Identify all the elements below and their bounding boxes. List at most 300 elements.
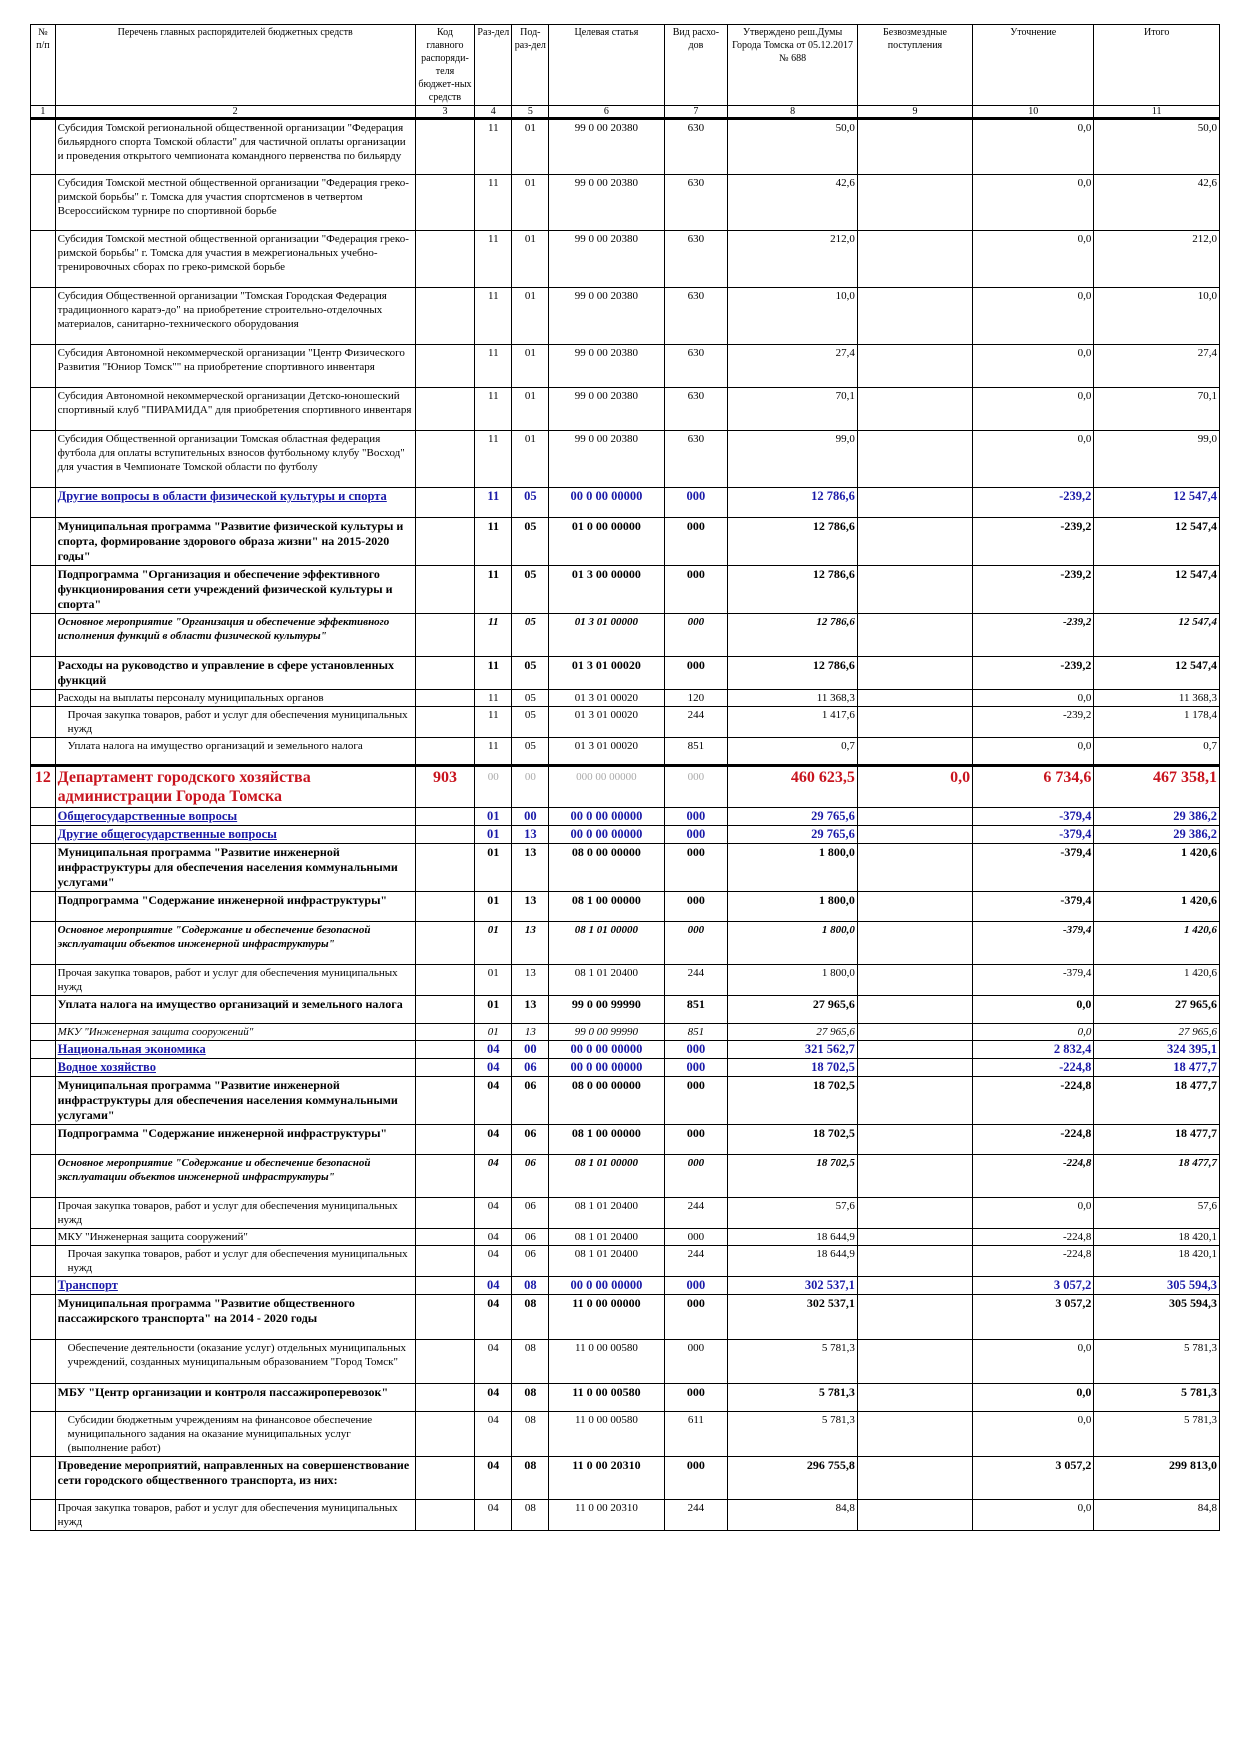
row-name: Субсидия Общественной организации "Томская Городская Федерация традиционного каратэ-до" на приобретение строительно-отделочных материалов, санитарно-технического оборудования <box>55 288 415 345</box>
row-section: 04 <box>475 1246 512 1277</box>
row-target-article: 00 0 00 00000 <box>549 1059 664 1077</box>
row-number <box>31 892 56 922</box>
table-row <box>31 175 1220 231</box>
row-target-article: 99 0 00 99990 <box>549 1024 664 1041</box>
row-total: 29 386,2 <box>1094 826 1220 844</box>
table-row <box>31 1246 1220 1277</box>
row-subsection: 05 <box>512 738 549 766</box>
row-approved: 18 702,5 <box>728 1077 858 1125</box>
row-gratuitous <box>857 922 972 965</box>
row-total: 27 965,6 <box>1094 996 1220 1024</box>
row-section: 01 <box>475 826 512 844</box>
row-name: Подпрограмма "Организация и обеспечение эффективного функционирования сети учреждений физической культуры и спорта" <box>55 566 415 614</box>
row-number <box>31 1384 56 1412</box>
row-name: Прочая закупка товаров, работ и услуг для обеспечения муниципальных нужд <box>55 707 415 738</box>
row-number <box>31 826 56 844</box>
table-row <box>31 1500 1220 1531</box>
row-section: 11 <box>475 175 512 231</box>
header-expense-type: Вид расхо-дов <box>664 25 728 106</box>
table-row <box>31 1457 1220 1500</box>
row-gratuitous <box>857 1412 972 1457</box>
row-section: 11 <box>475 488 512 518</box>
table-row <box>31 1412 1220 1457</box>
row-expense-type: 630 <box>664 388 728 431</box>
row-expense-type: 000 <box>664 1340 728 1384</box>
row-expense-type: 000 <box>664 1155 728 1198</box>
row-clarification: -239,2 <box>973 707 1094 738</box>
row-admin-code <box>415 488 475 518</box>
row-approved: 1 800,0 <box>728 844 858 892</box>
row-total: 305 594,3 <box>1094 1295 1220 1340</box>
row-approved: 12 786,6 <box>728 614 858 657</box>
row-expense-type: 000 <box>664 1229 728 1246</box>
row-name: Основное мероприятие "Содержание и обеспечение безопасной эксплуатации объектов инженерной инфраструктуры" <box>55 922 415 965</box>
row-target-article: 01 3 01 00020 <box>549 738 664 766</box>
row-target-article: 08 1 01 20400 <box>549 1198 664 1229</box>
row-name: Прочая закупка товаров, работ и услуг для обеспечения муниципальных нужд <box>55 1198 415 1229</box>
row-section: 11 <box>475 690 512 707</box>
row-expense-type: 000 <box>664 844 728 892</box>
row-section: 04 <box>475 1059 512 1077</box>
row-expense-type: 851 <box>664 996 728 1024</box>
row-name: Прочая закупка товаров, работ и услуг для обеспечения муниципальных нужд <box>55 1500 415 1531</box>
row-total: 5 781,3 <box>1094 1340 1220 1384</box>
row-target-article: 99 0 00 20380 <box>549 231 664 288</box>
row-gratuitous <box>857 1384 972 1412</box>
row-clarification: 3 057,2 <box>973 1457 1094 1500</box>
row-total: 57,6 <box>1094 1198 1220 1229</box>
row-expense-type: 851 <box>664 738 728 766</box>
row-section: 11 <box>475 388 512 431</box>
column-number-row <box>31 106 1220 119</box>
row-subsection: 00 <box>512 1041 549 1059</box>
row-admin-code <box>415 1295 475 1340</box>
row-name: Водное хозяйство <box>55 1059 415 1077</box>
row-gratuitous <box>857 1340 972 1384</box>
row-clarification: -224,8 <box>973 1155 1094 1198</box>
row-total: 1 420,6 <box>1094 844 1220 892</box>
table-row <box>31 1229 1220 1246</box>
table-row <box>31 1295 1220 1340</box>
row-number <box>31 1500 56 1531</box>
row-target-article: 11 0 00 20310 <box>549 1457 664 1500</box>
row-gratuitous <box>857 707 972 738</box>
row-section: 00 <box>475 766 512 808</box>
row-total: 18 420,1 <box>1094 1229 1220 1246</box>
row-target-article: 00 0 00 00000 <box>549 826 664 844</box>
row-section: 01 <box>475 1024 512 1041</box>
table-row <box>31 119 1220 175</box>
row-approved: 11 368,3 <box>728 690 858 707</box>
table-row <box>31 488 1220 518</box>
row-target-article: 08 0 00 00000 <box>549 1077 664 1125</box>
row-clarification: -379,4 <box>973 844 1094 892</box>
row-name: Общегосударственные вопросы <box>55 808 415 826</box>
row-section: 01 <box>475 922 512 965</box>
row-number <box>31 1041 56 1059</box>
row-clarification: 3 057,2 <box>973 1277 1094 1295</box>
row-number <box>31 844 56 892</box>
row-approved: 70,1 <box>728 388 858 431</box>
row-admin-code <box>415 388 475 431</box>
row-number <box>31 119 56 175</box>
row-total: 305 594,3 <box>1094 1277 1220 1295</box>
row-gratuitous <box>857 431 972 488</box>
row-gratuitous <box>857 657 972 690</box>
table-row <box>31 1041 1220 1059</box>
table-row <box>31 231 1220 288</box>
row-name: Департамент городского хозяйства администрации Города Томска <box>55 766 415 808</box>
row-section: 04 <box>475 1500 512 1531</box>
row-approved: 18 702,5 <box>728 1059 858 1077</box>
row-target-article: 00 0 00 00000 <box>549 1041 664 1059</box>
row-total: 18 477,7 <box>1094 1155 1220 1198</box>
row-clarification: -224,8 <box>973 1246 1094 1277</box>
column-number: 2 <box>55 106 415 119</box>
column-number: 6 <box>549 106 664 119</box>
row-approved: 321 562,7 <box>728 1041 858 1059</box>
row-expense-type: 000 <box>664 614 728 657</box>
row-approved: 10,0 <box>728 288 858 345</box>
row-number <box>31 1155 56 1198</box>
row-number <box>31 965 56 996</box>
row-target-article: 00 0 00 00000 <box>549 488 664 518</box>
row-clarification: 2 832,4 <box>973 1041 1094 1059</box>
table-row <box>31 707 1220 738</box>
row-target-article: 00 0 00 00000 <box>549 1277 664 1295</box>
department-row <box>31 766 1220 808</box>
row-admin-code <box>415 1198 475 1229</box>
row-expense-type: 000 <box>664 657 728 690</box>
row-section: 11 <box>475 119 512 175</box>
table-row <box>31 1340 1220 1384</box>
row-section: 04 <box>475 1384 512 1412</box>
row-approved: 57,6 <box>728 1198 858 1229</box>
row-expense-type: 000 <box>664 488 728 518</box>
row-gratuitous <box>857 1155 972 1198</box>
row-target-article: 000 00 00000 <box>549 766 664 808</box>
row-admin-code <box>415 175 475 231</box>
table-row <box>31 1198 1220 1229</box>
row-subsection: 05 <box>512 566 549 614</box>
row-name: МКУ "Инженерная защита сооружений" <box>55 1024 415 1041</box>
row-admin-code <box>415 1340 475 1384</box>
row-total: 12 547,4 <box>1094 488 1220 518</box>
row-target-article: 99 0 00 20380 <box>549 119 664 175</box>
row-section: 04 <box>475 1412 512 1457</box>
row-admin-code <box>415 690 475 707</box>
row-admin-code <box>415 1155 475 1198</box>
row-target-article: 00 0 00 00000 <box>549 808 664 826</box>
row-total: 27,4 <box>1094 345 1220 388</box>
row-subsection: 08 <box>512 1500 549 1531</box>
row-section: 04 <box>475 1295 512 1340</box>
row-admin-code <box>415 965 475 996</box>
row-expense-type: 000 <box>664 922 728 965</box>
row-subsection: 13 <box>512 826 549 844</box>
row-total: 29 386,2 <box>1094 808 1220 826</box>
row-total: 18 477,7 <box>1094 1125 1220 1155</box>
row-subsection: 01 <box>512 288 549 345</box>
row-section: 11 <box>475 431 512 488</box>
row-number <box>31 1457 56 1500</box>
row-total: 50,0 <box>1094 119 1220 175</box>
row-section: 11 <box>475 707 512 738</box>
column-number: 10 <box>973 106 1094 119</box>
row-number <box>31 1229 56 1246</box>
table-row <box>31 690 1220 707</box>
table-row <box>31 345 1220 388</box>
row-target-article: 01 3 00 00000 <box>549 566 664 614</box>
row-target-article: 01 3 01 00000 <box>549 614 664 657</box>
row-number <box>31 1277 56 1295</box>
row-gratuitous <box>857 1246 972 1277</box>
row-clarification: 0,0 <box>973 1198 1094 1229</box>
budget-table <box>30 24 1220 1531</box>
row-subsection: 08 <box>512 1412 549 1457</box>
row-total: 42,6 <box>1094 175 1220 231</box>
table-row <box>31 965 1220 996</box>
table-row <box>31 288 1220 345</box>
row-name: Подпрограмма "Содержание инженерной инфраструктуры" <box>55 892 415 922</box>
row-target-article: 08 1 01 20400 <box>549 1229 664 1246</box>
row-clarification: -239,2 <box>973 657 1094 690</box>
row-approved: 1 800,0 <box>728 922 858 965</box>
table-row <box>31 388 1220 431</box>
row-admin-code <box>415 1277 475 1295</box>
row-number <box>31 657 56 690</box>
row-number <box>31 1246 56 1277</box>
row-admin-code <box>415 1384 475 1412</box>
row-expense-type: 851 <box>664 1024 728 1041</box>
row-name: Субсидия Автономной некоммерческой организации Детско-юношеский спортивный клуб "ПИРАМИДА" для приобретения спортивного инвентаря <box>55 388 415 431</box>
row-name: Субсидия Томской местной общественной организации "Федерация греко-римской борьбы" г. Томска для участия в межрегиональных учебно-тренировочных сборах по греко-римской борьбе <box>55 231 415 288</box>
row-gratuitous <box>857 1125 972 1155</box>
row-total: 1 178,4 <box>1094 707 1220 738</box>
row-subsection: 06 <box>512 1246 549 1277</box>
row-approved: 18 702,5 <box>728 1155 858 1198</box>
row-subsection: 01 <box>512 119 549 175</box>
row-admin-code <box>415 614 475 657</box>
row-gratuitous <box>857 288 972 345</box>
row-section: 11 <box>475 614 512 657</box>
row-expense-type: 630 <box>664 231 728 288</box>
row-number <box>31 1059 56 1077</box>
row-section: 01 <box>475 844 512 892</box>
row-target-article: 11 0 00 00580 <box>549 1412 664 1457</box>
table-row <box>31 566 1220 614</box>
row-section: 04 <box>475 1277 512 1295</box>
row-total: 299 813,0 <box>1094 1457 1220 1500</box>
row-clarification: 0,0 <box>973 388 1094 431</box>
row-approved: 12 786,6 <box>728 518 858 566</box>
row-gratuitous <box>857 996 972 1024</box>
row-approved: 84,8 <box>728 1500 858 1531</box>
row-name: Другие общегосударственные вопросы <box>55 826 415 844</box>
row-clarification: -379,4 <box>973 892 1094 922</box>
row-subsection: 06 <box>512 1155 549 1198</box>
row-subsection: 01 <box>512 175 549 231</box>
row-target-article: 08 1 01 20400 <box>549 1246 664 1277</box>
row-number <box>31 1198 56 1229</box>
row-clarification: 0,0 <box>973 175 1094 231</box>
row-section: 11 <box>475 518 512 566</box>
row-section: 04 <box>475 1077 512 1125</box>
row-name: МБУ "Центр организации и контроля пассажироперевозок" <box>55 1384 415 1412</box>
row-admin-code <box>415 996 475 1024</box>
header-approved: Утверждено реш.Думы Города Томска от 05.12.2017 № 688 <box>728 25 858 106</box>
row-clarification: 0,0 <box>973 231 1094 288</box>
row-number <box>31 288 56 345</box>
row-admin-code <box>415 922 475 965</box>
row-expense-type: 000 <box>664 1384 728 1412</box>
column-number: 11 <box>1094 106 1220 119</box>
row-number <box>31 488 56 518</box>
row-gratuitous <box>857 518 972 566</box>
row-admin-code <box>415 1246 475 1277</box>
row-approved: 18 644,9 <box>728 1246 858 1277</box>
row-name: Транспорт <box>55 1277 415 1295</box>
row-expense-type: 000 <box>664 1077 728 1125</box>
row-expense-type: 000 <box>664 518 728 566</box>
row-name: Основное мероприятие "Содержание и обеспечение безопасной эксплуатации объектов инженерной инфраструктуры" <box>55 1155 415 1198</box>
row-expense-type: 630 <box>664 119 728 175</box>
row-name: Национальная экономика <box>55 1041 415 1059</box>
row-clarification: 0,0 <box>973 690 1094 707</box>
row-gratuitous <box>857 488 972 518</box>
row-subsection: 08 <box>512 1457 549 1500</box>
row-gratuitous <box>857 614 972 657</box>
row-approved: 296 755,8 <box>728 1457 858 1500</box>
row-number <box>31 1125 56 1155</box>
row-gratuitous <box>857 1041 972 1059</box>
row-approved: 1 800,0 <box>728 892 858 922</box>
row-expense-type: 630 <box>664 431 728 488</box>
table-row <box>31 1277 1220 1295</box>
row-clarification: 0,0 <box>973 738 1094 766</box>
row-expense-type: 244 <box>664 1246 728 1277</box>
row-target-article: 08 1 01 00000 <box>549 1155 664 1198</box>
row-name: Подпрограмма "Содержание инженерной инфраструктуры" <box>55 1125 415 1155</box>
row-name: Субсидия Автономной некоммерческой организации "Центр Физического Развития "Юниор Томск"" на приобретение спортивного инвентаря <box>55 345 415 388</box>
column-number: 8 <box>728 106 858 119</box>
row-subsection: 05 <box>512 614 549 657</box>
row-target-article: 01 3 01 00020 <box>549 657 664 690</box>
row-clarification: 0,0 <box>973 119 1094 175</box>
row-clarification: 3 057,2 <box>973 1295 1094 1340</box>
row-admin-code <box>415 844 475 892</box>
row-admin-code <box>415 1059 475 1077</box>
row-name: МКУ "Инженерная защита сооружений" <box>55 1229 415 1246</box>
column-number: 5 <box>512 106 549 119</box>
row-approved: 12 786,6 <box>728 566 858 614</box>
row-number <box>31 1077 56 1125</box>
row-number <box>31 1412 56 1457</box>
row-approved: 12 786,6 <box>728 488 858 518</box>
row-clarification: 0,0 <box>973 1500 1094 1531</box>
row-admin-code <box>415 518 475 566</box>
row-section: 04 <box>475 1198 512 1229</box>
row-target-article: 99 0 00 20380 <box>549 345 664 388</box>
header-target-article: Целевая статья <box>549 25 664 106</box>
row-subsection: 08 <box>512 1295 549 1340</box>
row-clarification: -239,2 <box>973 614 1094 657</box>
row-name: Основное мероприятие "Организация и обеспечение эффективного исполнения функций в области физической культуры" <box>55 614 415 657</box>
row-expense-type: 000 <box>664 826 728 844</box>
row-subsection: 13 <box>512 892 549 922</box>
row-name: Уплата налога на имущество организаций и земельного налога <box>55 738 415 766</box>
table-row <box>31 844 1220 892</box>
column-number: 3 <box>415 106 475 119</box>
row-approved: 212,0 <box>728 231 858 288</box>
row-subsection: 05 <box>512 690 549 707</box>
row-admin-code <box>415 1229 475 1246</box>
row-name: Расходы на руководство и управление в сфере установленных функций <box>55 657 415 690</box>
header-number: № п/п <box>31 25 56 106</box>
header-gratuitous: Безвозмездные поступления <box>857 25 972 106</box>
table-row <box>31 1125 1220 1155</box>
row-admin-code <box>415 231 475 288</box>
row-subsection: 06 <box>512 1125 549 1155</box>
row-admin-code <box>415 1077 475 1125</box>
column-number: 7 <box>664 106 728 119</box>
header-admin-code: Код главного распоряди-теля бюджет-ных средств <box>415 25 475 106</box>
row-expense-type: 120 <box>664 690 728 707</box>
row-approved: 12 786,6 <box>728 657 858 690</box>
row-clarification: -379,4 <box>973 808 1094 826</box>
table-row <box>31 1024 1220 1041</box>
header-clarification: Уточнение <box>973 25 1094 106</box>
row-approved: 18 644,9 <box>728 1229 858 1246</box>
row-name: Обеспечение деятельности (оказание услуг) отдельных муниципальных учреждений, созданных муниципальным образованием "Город Томск" <box>55 1340 415 1384</box>
row-admin-code <box>415 1041 475 1059</box>
table-row <box>31 614 1220 657</box>
row-section: 11 <box>475 657 512 690</box>
row-number <box>31 431 56 488</box>
row-approved: 18 702,5 <box>728 1125 858 1155</box>
row-section: 11 <box>475 345 512 388</box>
row-admin-code <box>415 1500 475 1531</box>
row-clarification: 6 734,6 <box>973 766 1094 808</box>
row-total: 1 420,6 <box>1094 892 1220 922</box>
row-name: Расходы на выплаты персоналу муниципальных органов <box>55 690 415 707</box>
row-clarification: 0,0 <box>973 1024 1094 1041</box>
row-section: 04 <box>475 1041 512 1059</box>
row-approved: 1 417,6 <box>728 707 858 738</box>
row-subsection: 13 <box>512 965 549 996</box>
row-number <box>31 614 56 657</box>
row-expense-type: 000 <box>664 766 728 808</box>
row-gratuitous <box>857 1295 972 1340</box>
row-approved: 29 765,6 <box>728 808 858 826</box>
row-gratuitous <box>857 1024 972 1041</box>
row-expense-type: 000 <box>664 808 728 826</box>
row-subsection: 06 <box>512 1229 549 1246</box>
row-gratuitous <box>857 690 972 707</box>
row-subsection: 00 <box>512 766 549 808</box>
row-subsection: 06 <box>512 1198 549 1229</box>
row-clarification: -379,4 <box>973 965 1094 996</box>
row-total: 12 547,4 <box>1094 518 1220 566</box>
row-target-article: 11 0 00 00000 <box>549 1295 664 1340</box>
table-row <box>31 431 1220 488</box>
table-row <box>31 738 1220 766</box>
row-total: 212,0 <box>1094 231 1220 288</box>
row-total: 18 477,7 <box>1094 1059 1220 1077</box>
row-total: 12 547,4 <box>1094 566 1220 614</box>
row-gratuitous <box>857 1457 972 1500</box>
row-approved: 5 781,3 <box>728 1384 858 1412</box>
